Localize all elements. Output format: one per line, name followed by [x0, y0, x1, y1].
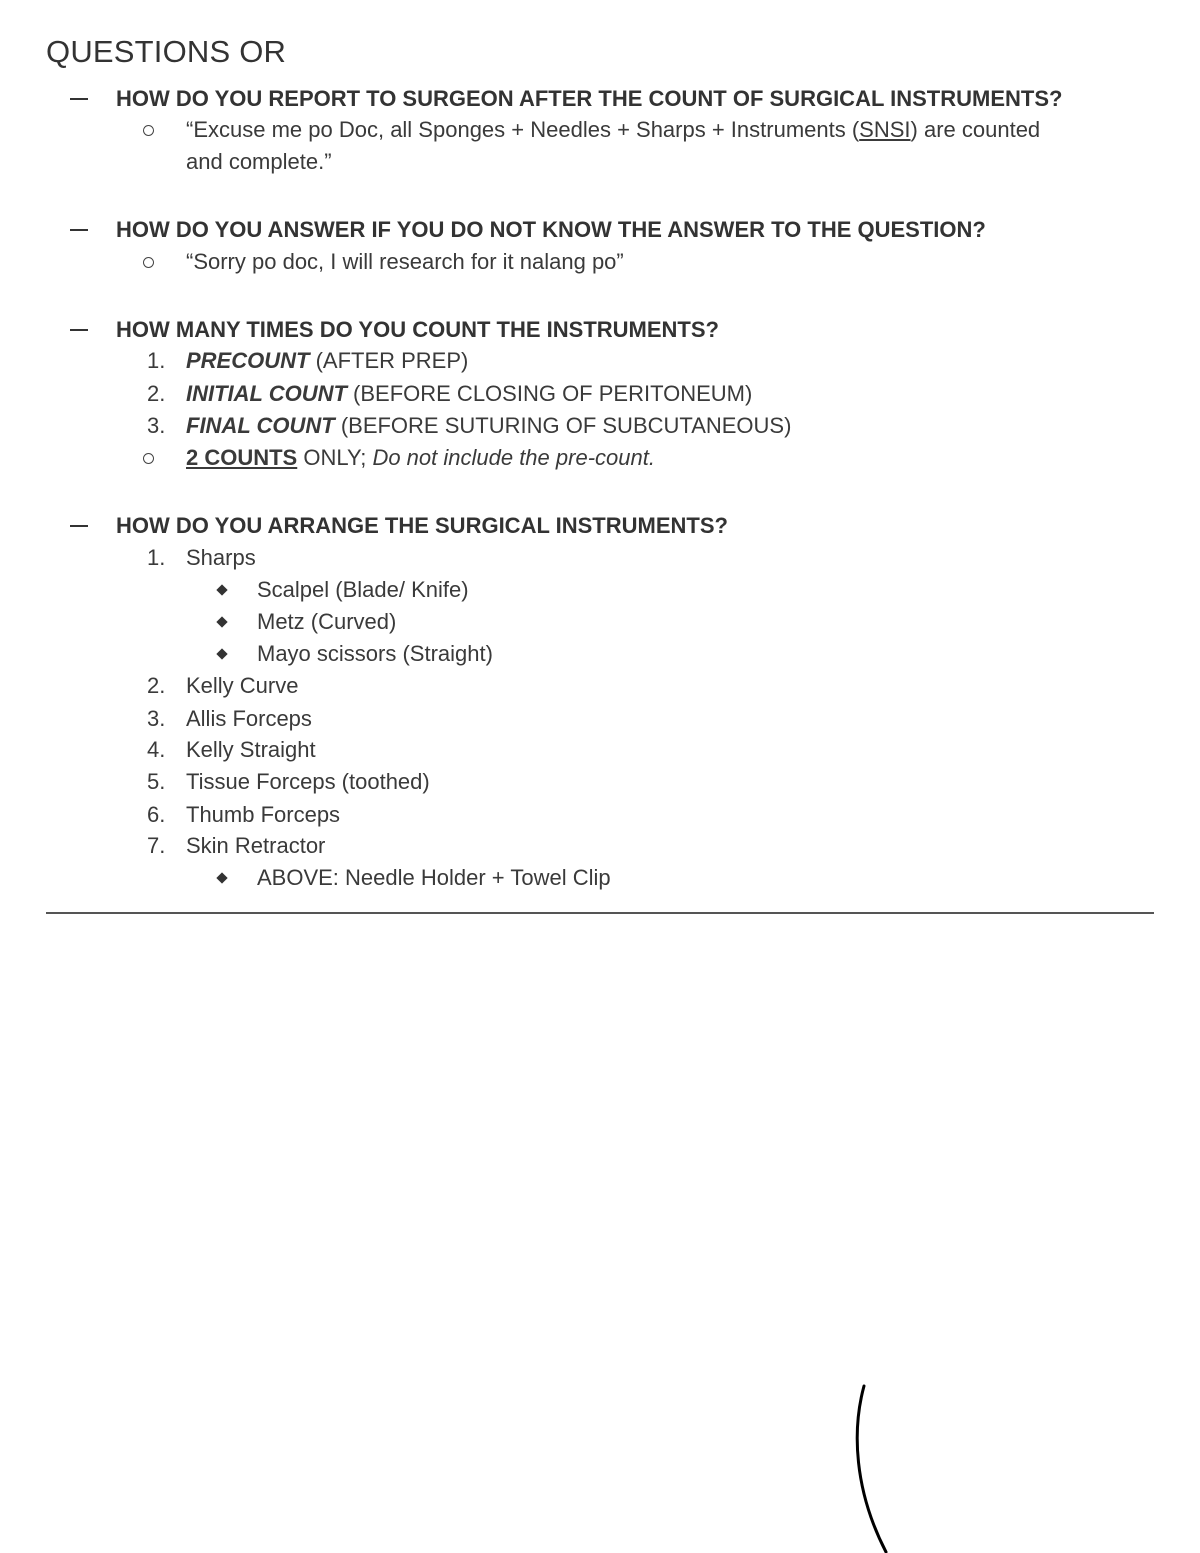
count-note-mid: ONLY;	[297, 445, 373, 470]
circle-bullet	[143, 257, 154, 268]
list-number: 3.	[147, 413, 166, 438]
dash-bullet	[70, 229, 88, 231]
circle-bullet	[143, 125, 154, 136]
list-item	[186, 345, 468, 377]
list-item	[186, 410, 791, 442]
count-detail: (BEFORE SUTURING OF SUBCUTANEOUS)	[334, 413, 792, 438]
question-4: HOW DO YOU ARRANGE THE SURGICAL INSTRUMENTS?	[116, 513, 728, 538]
diamond-bullet-icon	[216, 872, 227, 883]
list-number: 5.	[147, 769, 166, 794]
count-term: FINAL COUNT	[186, 413, 335, 438]
diamond-bullet-icon	[216, 616, 227, 627]
list-item: Sharps	[186, 545, 256, 570]
list-number: 2.	[147, 381, 166, 406]
list-item: Kelly Curve	[186, 673, 299, 698]
dash-bullet	[70, 98, 88, 100]
count-term: PRECOUNT	[186, 348, 310, 373]
count-detail: (BEFORE CLOSING OF PERITONEUM)	[346, 381, 753, 406]
above-note: ABOVE: Needle Holder + Towel Clip	[257, 865, 611, 890]
sub-list-item: Mayo scissors (Straight)	[257, 641, 493, 666]
question-2: HOW DO YOU ANSWER IF YOU DO NOT KNOW THE ANSWER TO THE QUESTION?	[116, 217, 986, 242]
count-note-emph: 2 COUNTS	[186, 445, 298, 470]
circle-bullet	[143, 453, 154, 464]
list-number: 6.	[147, 802, 166, 827]
list-number: 7.	[147, 833, 166, 858]
count-note-italic: Do not include the pre-count.	[372, 445, 655, 470]
list-item: Skin Retractor	[186, 833, 326, 858]
list-item: Thumb Forceps	[186, 802, 341, 827]
question-3: HOW MANY TIMES DO YOU COUNT THE INSTRUMENTS?	[116, 317, 719, 342]
dash-bullet	[70, 329, 88, 331]
list-item: Kelly Straight	[186, 737, 316, 762]
list-number: 4.	[147, 737, 166, 762]
list-number: 1.	[147, 545, 166, 570]
answer-1-abbr: SNSI	[859, 117, 911, 142]
page-title: QUESTIONS OR	[46, 34, 287, 69]
count-term: INITIAL COUNT	[186, 381, 347, 406]
answer-2: “Sorry po doc, I will research for it nalang po”	[186, 249, 624, 274]
answer-1-line2: and complete.”	[186, 149, 332, 174]
count-detail: (AFTER PREP)	[309, 348, 469, 373]
diamond-bullet-icon	[216, 584, 227, 595]
list-item	[186, 378, 752, 410]
question-1: HOW DO YOU REPORT TO SURGEON AFTER THE COUNT OF SURGICAL INSTRUMENTS?	[116, 86, 1063, 111]
list-number: 2.	[147, 673, 166, 698]
answer-1	[186, 114, 1040, 146]
diamond-bullet-icon	[216, 648, 227, 659]
pen-stroke-icon	[840, 1380, 920, 1553]
list-item: Allis Forceps	[186, 706, 312, 731]
list-number: 1.	[147, 348, 166, 373]
list-number: 3.	[147, 706, 166, 731]
sub-list-item: Scalpel (Blade/ Knife)	[257, 577, 469, 602]
section-divider	[46, 912, 1154, 914]
answer-1-prefix: “Excuse me po Doc, all Sponges + Needles + Sharps + Instruments (	[186, 117, 860, 142]
count-note	[186, 442, 655, 474]
dash-bullet	[70, 525, 88, 527]
sub-list-item: Metz (Curved)	[257, 609, 397, 634]
list-item: Tissue Forceps (toothed)	[186, 769, 430, 794]
answer-1-suffix: ) are counted	[910, 117, 1041, 142]
